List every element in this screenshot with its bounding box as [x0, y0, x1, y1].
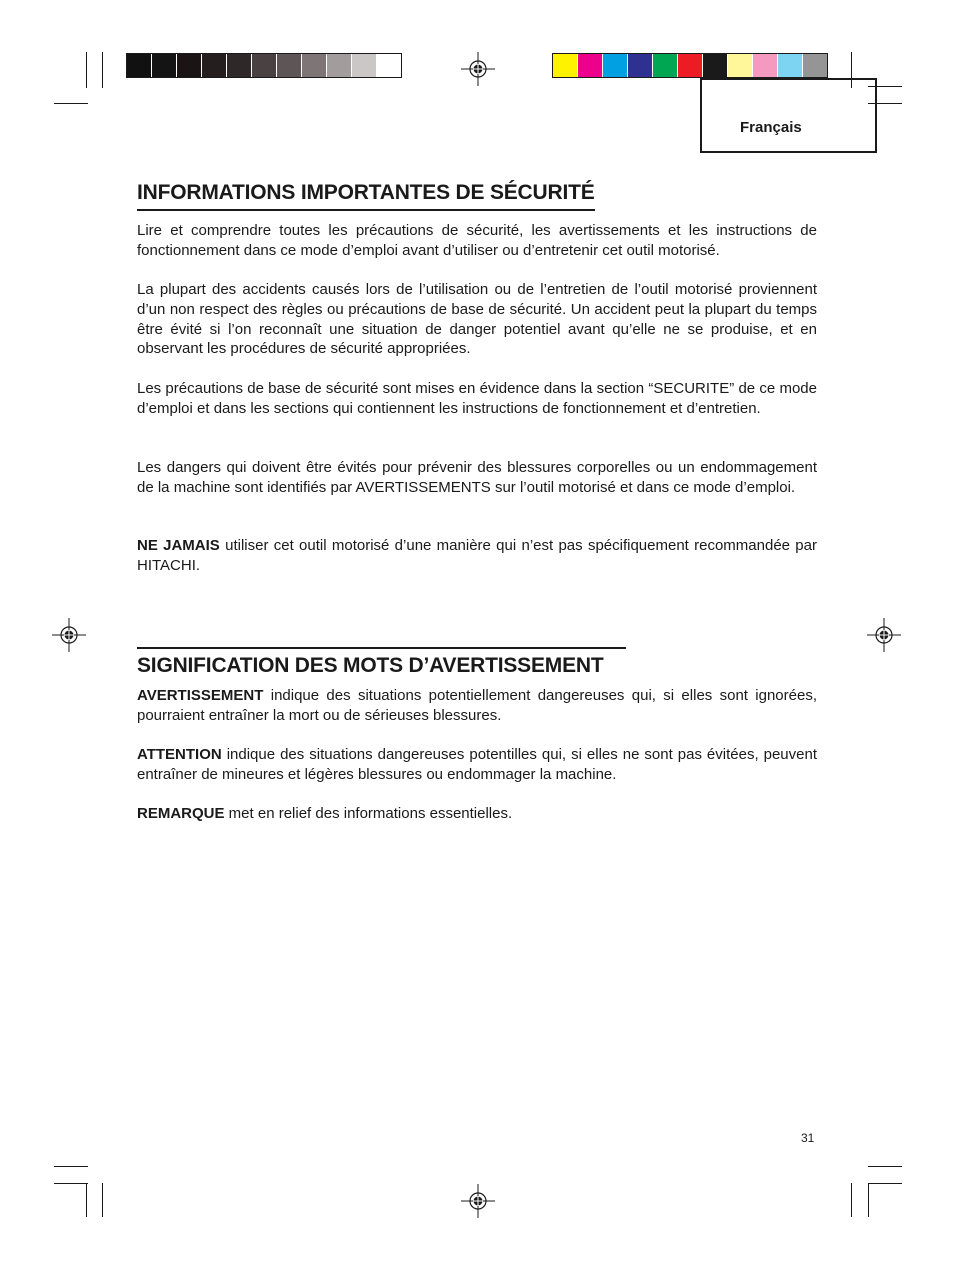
crop-mark — [86, 52, 87, 88]
paragraph-text: met en relief des informations essentielles. — [224, 805, 513, 822]
registration-mark-icon — [461, 1184, 495, 1218]
emphasis-never: NE JAMAIS — [137, 537, 220, 554]
language-tab — [700, 78, 877, 153]
grayscale-calibration-strip — [126, 53, 402, 78]
section-title-warning-words: SIGNIFICATION DES MOTS D’AVERTISSEMENT — [137, 647, 626, 682]
gray-swatch — [326, 54, 351, 77]
crop-mark — [54, 1183, 88, 1184]
registration-mark-icon — [867, 618, 901, 652]
crop-mark — [86, 1183, 87, 1217]
gray-swatch — [127, 54, 151, 77]
page-number: 31 — [801, 1131, 815, 1145]
crop-mark — [102, 1183, 103, 1217]
language-label: Français — [740, 119, 802, 136]
color-swatch — [602, 54, 627, 77]
paragraph: Les précautions de base de sécurité sont mises en évidence dans la section “SECURITE” de ce mode d’emploi et dans les sections qui contiennent les instructions de fonctionnement et d’entretien. — [137, 380, 817, 417]
color-swatch — [627, 54, 652, 77]
paragraph-text: utiliser cet outil motorisé d’une manière qui n’est pas spécifiquement recommandée par HITACHI. — [137, 537, 817, 574]
color-swatch — [752, 54, 777, 77]
color-calibration-strip — [552, 53, 828, 78]
crop-mark — [868, 1183, 869, 1217]
registration-mark-icon — [52, 618, 86, 652]
color-swatch — [727, 54, 752, 77]
registration-mark-icon — [461, 52, 495, 86]
color-swatch — [577, 54, 602, 77]
color-swatch — [553, 54, 577, 77]
gray-swatch — [176, 54, 201, 77]
crop-mark — [868, 1183, 902, 1184]
paragraph-caution — [137, 745, 817, 785]
gray-swatch — [376, 54, 401, 77]
paragraph: Lire et comprendre toutes les précautions de sécurité, les avertissements et les instructions de fonctionnement dans ce mode d’emploi avant d’utiliser ou d’entretenir cet outil motorisé. — [137, 222, 817, 259]
crop-mark — [54, 103, 88, 104]
paragraph: Les dangers qui doivent être évités pour prévenir des blessures corporelles ou un endommagement de la machine sont identifiés par AVERTISSEMENTS sur l’outil motorisé et dans ce mode d’emploi. — [137, 459, 817, 496]
gray-swatch — [276, 54, 301, 77]
paragraph-text: indique des situations dangereuses potentilles qui, si elles ne sont pas évitées, peuvent entraîner de mineures et légères blessures ou endommager la machine. — [137, 746, 817, 783]
gray-swatch — [201, 54, 226, 77]
term-caution: ATTENTION — [137, 746, 222, 763]
gray-swatch — [151, 54, 176, 77]
paragraph-note — [137, 804, 817, 824]
paragraph: La plupart des accidents causés lors de l’utilisation ou de l’entretien de l’outil motorisé proviennent d’un non respect des règles ou précautions de base de sécurité. Un accident peut la plupart du temps être évité si l’on reconnaît une situation de danger potentiel avant qu’elle ne se produise, et en observant les procédures de sécurité appropriées. — [137, 281, 817, 358]
color-swatch — [702, 54, 727, 77]
color-swatch — [652, 54, 677, 77]
gray-swatch — [351, 54, 376, 77]
color-swatch — [802, 54, 827, 77]
gray-swatch — [301, 54, 326, 77]
crop-mark — [102, 52, 103, 88]
term-warning: AVERTISSEMENT — [137, 687, 264, 704]
term-note: REMARQUE — [137, 805, 225, 822]
gray-swatch — [226, 54, 251, 77]
color-swatch — [777, 54, 802, 77]
paragraph-warning — [137, 686, 817, 726]
paragraph-never — [137, 536, 817, 576]
crop-mark — [54, 1166, 88, 1167]
crop-mark — [851, 1183, 852, 1217]
section-title-safety-info: INFORMATIONS IMPORTANTES DE SÉCURITÉ — [137, 181, 595, 211]
paragraph-text: indique des situations potentiellement dangereuses qui, si elles sont ignorées, pourraient entraîner la mort ou de sérieuses blessures. — [137, 687, 817, 724]
color-swatch — [677, 54, 702, 77]
gray-swatch — [251, 54, 276, 77]
crop-mark — [868, 1166, 902, 1167]
